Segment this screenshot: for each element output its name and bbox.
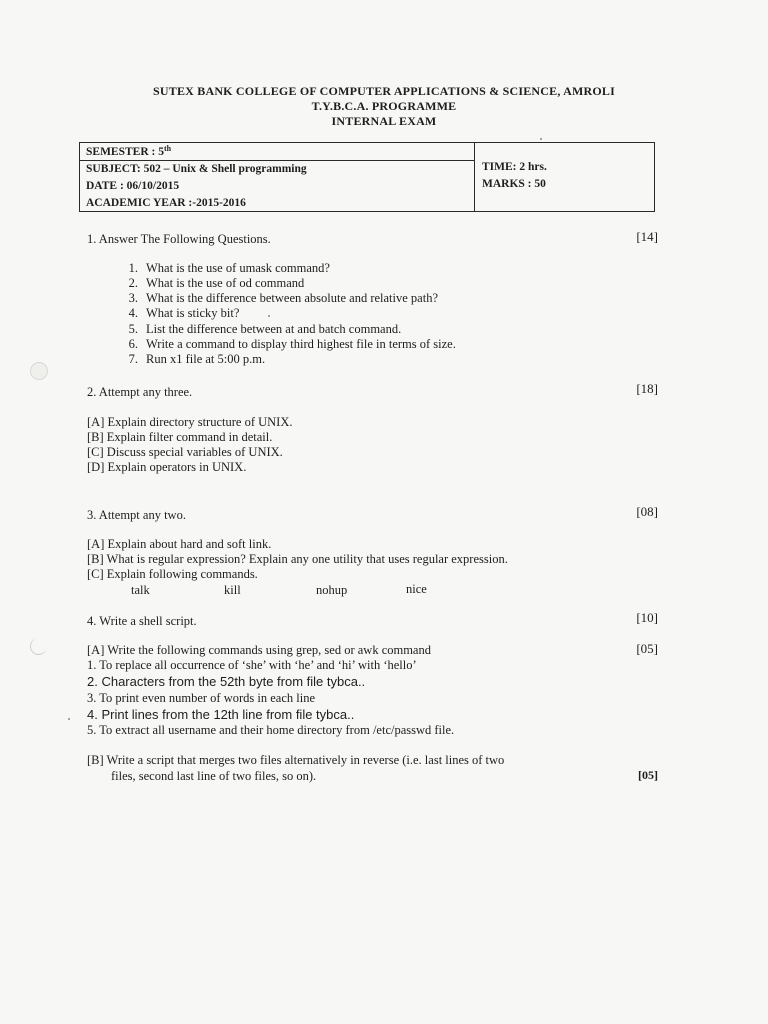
punch-hole-mark — [30, 362, 48, 380]
q1-item: 4. What is sticky bit? — [128, 306, 240, 320]
q1-item: 6. Write a command to display third highest file in terms of size. — [128, 337, 456, 351]
q4-part-b-line: [B] Write a script that merges two files alternatively in reverse (i.e. last lines of two — [87, 753, 505, 767]
programme-name: T.Y.B.C.A. PROGRAMME — [311, 99, 457, 113]
command-kill: kill — [224, 583, 241, 597]
q1-item: 1. What is the use of umask command? — [128, 261, 330, 275]
exam-name: INTERNAL EXAM — [331, 114, 437, 128]
q4-part-b-line: files, second last line of two files, so on). — [111, 769, 317, 783]
scan-speck — [68, 718, 70, 720]
q1-item: 2. What is the use of od command — [128, 276, 305, 290]
q4-a-item: 5. To extract all username and their home directory from /etc/passwd file. — [87, 723, 455, 737]
marks-label: MARKS : 50 — [482, 178, 546, 190]
question-4-title: 4. Write a shell script. — [87, 614, 197, 628]
q3-item: [A] Explain about hard and soft link. — [87, 537, 272, 551]
q4-part-b-marks: [05] — [638, 768, 658, 782]
q4-a-item: 1. To replace all occurrence of ‘she’ with ‘he’ and ‘hi’ with ‘hello’ — [87, 658, 417, 672]
semester-label: SEMESTER : 5th — [86, 144, 172, 158]
q3-item: [C] Explain following commands. — [87, 567, 258, 581]
q2-item: [C] Discuss special variables of UNIX. — [87, 445, 283, 459]
exam-info-box — [79, 142, 655, 212]
subject-label: SUBJECT: 502 – Unix & Shell programming — [86, 163, 307, 175]
question-2-title: 2. Attempt any three. — [87, 385, 193, 399]
question-2-marks: [18] — [636, 381, 658, 396]
scan-speck — [540, 138, 542, 140]
q1-item: 7. Run x1 file at 5:00 p.m. — [128, 352, 266, 366]
q4-part-a-title: [A] Write the following commands using grep, sed or awk command — [87, 643, 431, 657]
question-3-title: 3. Attempt any two. — [87, 508, 186, 522]
q4-part-a-marks: [05] — [636, 641, 658, 656]
punch-hole-mark — [30, 638, 47, 655]
command-talk: talk — [131, 583, 150, 597]
question-1-marks: [14] — [636, 229, 658, 244]
q2-item: [A] Explain directory structure of UNIX. — [87, 415, 293, 429]
college-name: SUTEX BANK COLLEGE OF COMPUTER APPLICATIONS & SCIENCE, AMROLI — [153, 84, 615, 98]
q4-a-item: 4. Print lines from the 12th line from file tybca.. — [87, 707, 355, 722]
date-label: DATE : 06/10/2015 — [86, 180, 180, 192]
q4-a-item: 3. To print even number of words in each line — [87, 691, 316, 705]
question-4-marks: [10] — [636, 610, 658, 625]
command-nice: nice — [406, 582, 427, 596]
question-3-marks: [08] — [636, 504, 658, 519]
question-1-title: 1. Answer The Following Questions. — [87, 232, 271, 246]
time-label: TIME: 2 hrs. — [482, 161, 547, 173]
q1-item: 3. What is the difference between absolute and relative path? — [128, 291, 438, 305]
q2-item: [D] Explain operators in UNIX. — [87, 460, 247, 474]
q4-a-item: 2. Characters from the 52th byte from file tybca.. — [87, 674, 366, 689]
scan-speck — [268, 315, 270, 317]
q2-item: [B] Explain filter command in detail. — [87, 430, 273, 444]
academic-year-label: ACADEMIC YEAR :-2015-2016 — [86, 197, 246, 209]
q3-item: [B] What is regular expression? Explain any one utility that uses regular expression. — [87, 552, 508, 566]
info-divider — [80, 160, 474, 161]
command-nohup: nohup — [316, 583, 348, 597]
info-divider — [474, 143, 475, 211]
q1-item: 5. List the difference between at and batch command. — [128, 322, 402, 336]
